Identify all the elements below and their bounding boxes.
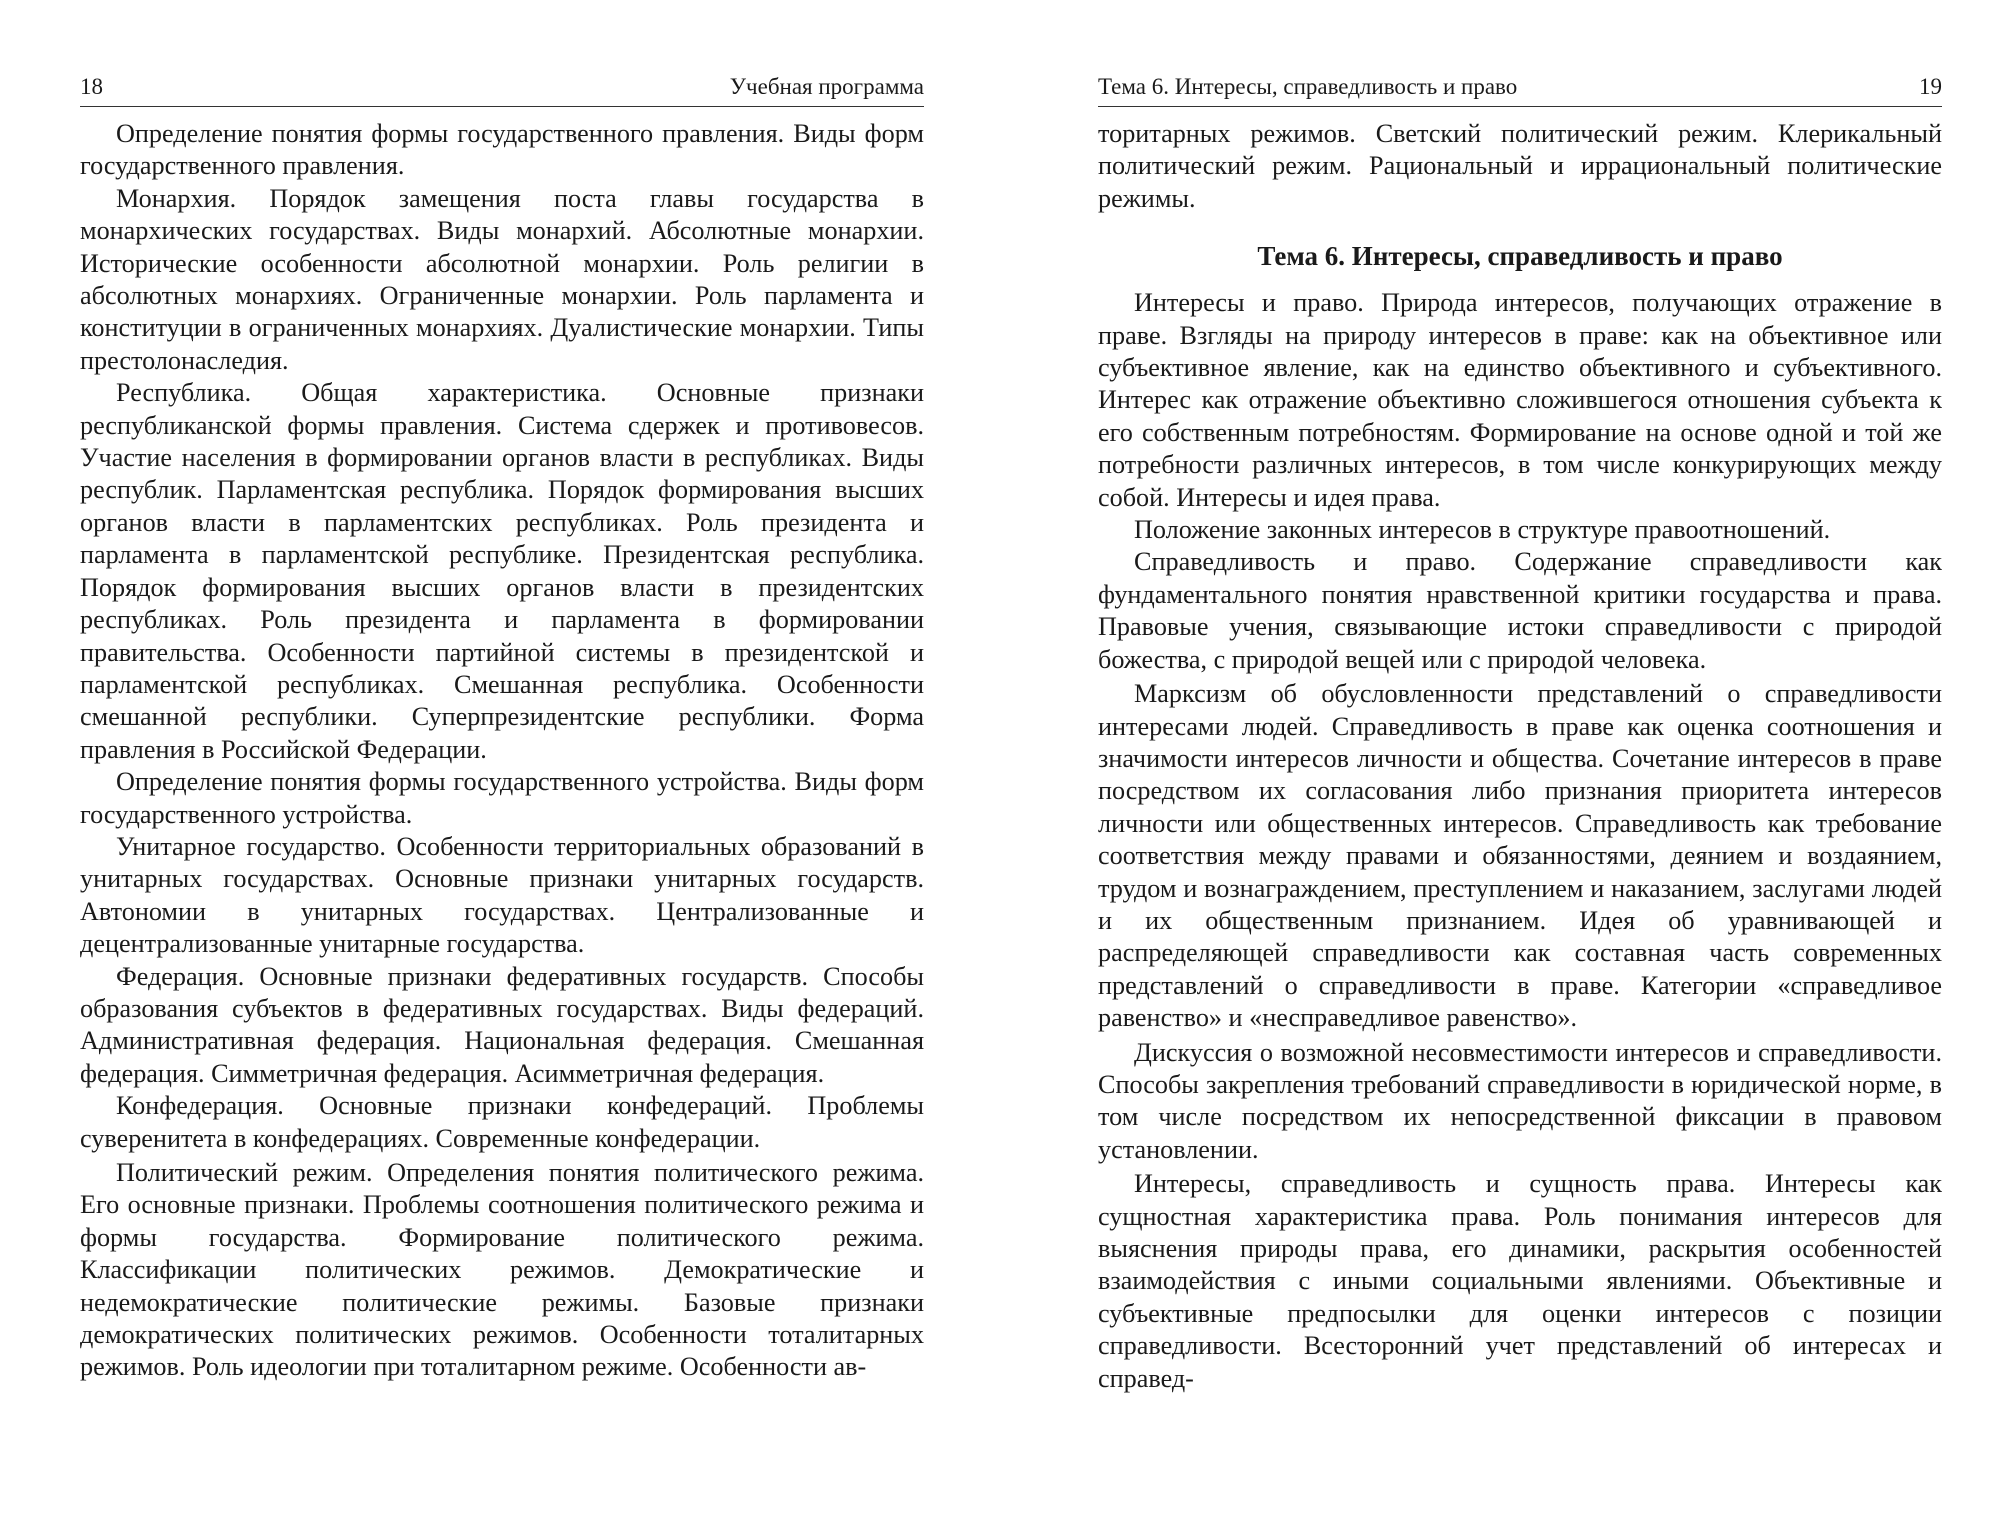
paragraph: Конфедерация. Основные признаки конфедераций. Проблемы суверенитета в конфедерациях. Современные конфедерации. [80,1091,924,1153]
paragraph: Унитарное государство. Особенности территориальных образований в унитарных государствах. Основные признаки унитарных государств. Автономии в унитарных государствах. Централизованные и децентрализованные унитарные государства. [80,831,924,959]
continuation-paragraph: торитарных режимов. Светский политический режим. Клерикальный политический режим. Рациональный и иррациональный политические режимы. [1098,119,1942,213]
paragraph: Дискуссия о возможной несовместимости интересов и справедливости. Способы закрепления требований справедливости в юридической норме, в том числе посредством их непосредственной фиксации в правовом установлении. [1098,1037,1942,1164]
right-page [1000,0,2000,1526]
paragraph: Интересы и право. Природа интересов, получающих отражение в праве. Взгляды на природу интересов в праве: как на объективное или субъективное явление, как на единство объективного и субъективного. Интерес как отражение объективно сложившегося отношения субъекта к его собственным потребностям. Формирование на основе одной и той же потребности различных интересов, в том числе конкурирующих между собой. Интересы и идея права. [1098,288,1942,512]
paragraph: Определение понятия формы государственного правления. Виды форм государственного правления. [80,119,924,181]
paragraph: Марксизм об обусловленности представлений о справедливости интересами людей. Справедливость в праве как оценка соотношения и значимости интересов личности и общества. Сочетание интересов в праве посредством их согласования либо признания приоритета интересов личности или общественных интересов. Справедливость как требование соответствия между правами и обязанностями, деянием и воздаянием, трудом и вознаграждением, преступлением и наказанием, заслугами людей и их общественным признанием. Идея об уравнивающей и распределяющей справедливости как составная часть современных представлений о справедливости в праве. Категории «справедливое равенство» и «несправедливое равенство». [1098,679,1942,1033]
left-page-body [80,118,924,1384]
paragraph: Положение законных интересов в структуре правоотношений. [1134,515,1831,545]
right-page-header [1098,72,1942,107]
paragraph: Республика. Общая характеристика. Основные признаки республиканской формы правления. Система сдержек и противовесов. Участие населения в формировании органов власти в республиках. Виды республик. Парламентская республика. Порядок формирования высших органов власти в парламентских республиках. Роль президента и парламента в парламентской республике. Президентская республика. Порядок формирования высших органов власти в президентских республиках. Роль президента и парламента в формировании правительства. Особенности партийной системы в президентской и парламентской республиках. Смешанная республика. Особенности смешанной республики. Суперпрезидентские республики. Форма правления в Российской Федерации. [80,378,924,764]
paragraph: Справедливость и право. Содержание справедливости как фундаментального понятия нравственной критики государства и права. Правовые учения, связывающие истоки справедливости с природой божества, с природой вещей или с природой человека. [1098,547,1942,674]
paragraph: Федерация. Основные признаки федеративных государств. Способы образования субъектов в федеративных государствах. Виды федераций. Административная федерация. Национальная федерация. Смешанная федерация. Симметричная федерация. Асимметричная федерация. [80,961,924,1088]
paragraph: Интересы, справедливость и сущность права. Интересы как сущностная характеристика права. Роль понимания интересов для выяснения природы права, его динамики, раскрытия особенностей взаимодействия с иными социальными явлениями. Объективные и субъективные предпосылки для оценки интересов с позиции справедливости. Всесторонний учет представлений об интересах и справед- [1098,1169,1942,1393]
right-page-number: 19 [1919,74,1942,99]
paragraph: Политический режим. Определения понятия политического режима. Его основные признаки. Проблемы соотношения политического режима и формы государства. Формирование политического режима. Классификации политических режимов. Демократические и недемократические политические режимы. Базовые признаки демократических политических режимов. Особенности тоталитарных режимов. Роль идеологии при тоталитарном режиме. Особенности ав- [80,1158,924,1382]
right-running-title: Тема 6. Интересы, справедливость и право [1098,74,1518,99]
paragraph: Монархия. Порядок замещения поста главы государства в монархических государствах. Виды монархий. Абсолютные монархии. Исторические особенности абсолютной монархии. Роль религии в абсолютных монархиях. Ограниченные монархии. Роль парламента и конституции в ограниченных монархиях. Дуалистические монархии. Типы престолонаследия. [80,183,924,375]
paragraph: Определение понятия формы государственного устройства. Виды форм государственного устройства. [80,767,924,829]
left-running-title: Учебная программа [729,74,924,99]
left-page-number: 18 [80,74,103,99]
right-page-body [1098,118,1942,1395]
left-page-header [80,72,924,107]
section-heading: Тема 6. Интересы, справедливость и право [1257,241,1783,272]
